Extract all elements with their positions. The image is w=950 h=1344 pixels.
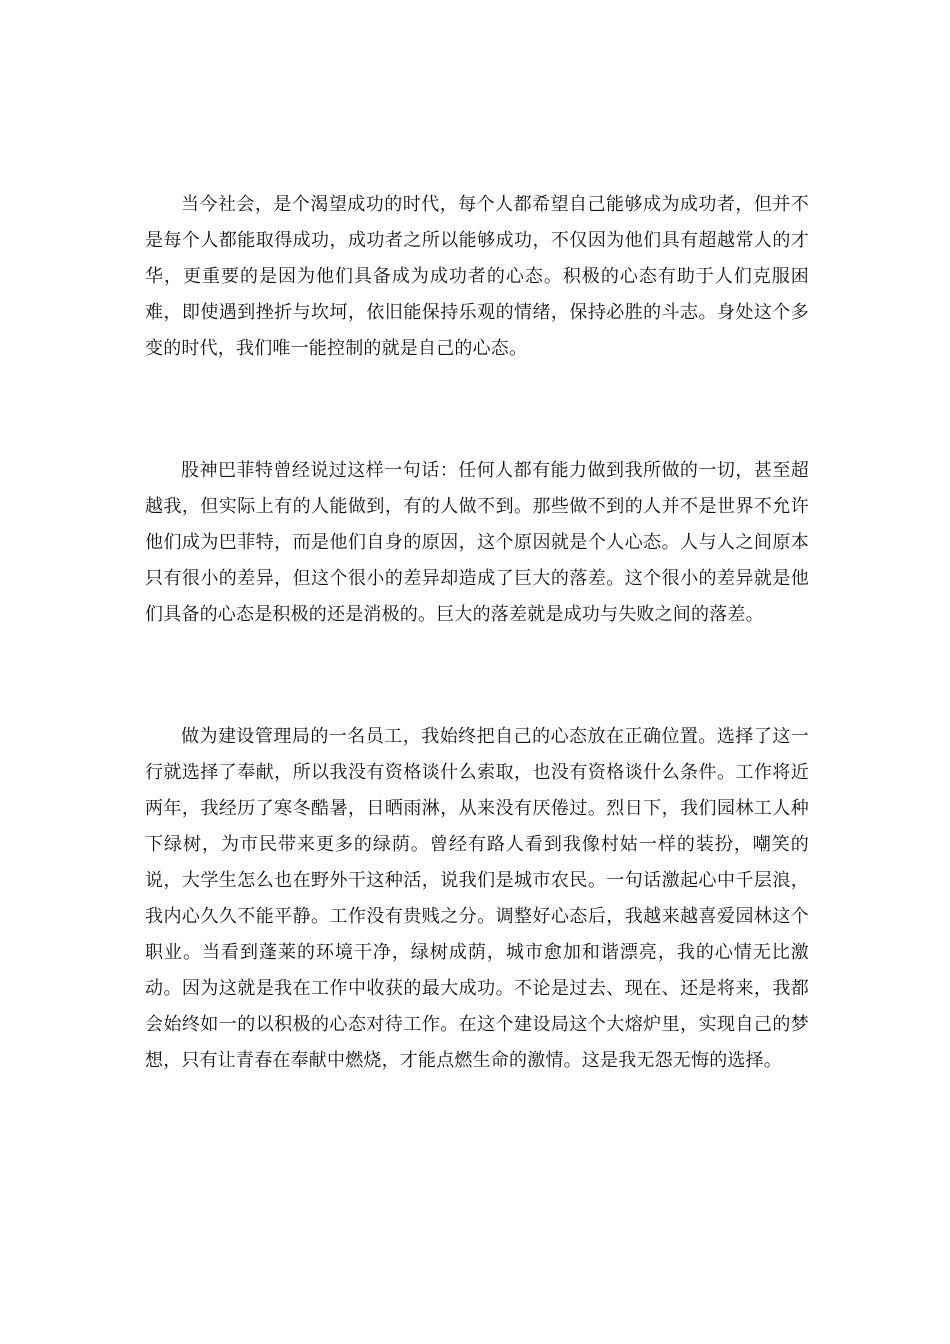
paragraph-3: 做为建设管理局的一名员工，我始终把自己的心态放在正确位置。选择了这一行就选择了奉献，所以我没有资格谈什么索取，也没有资格谈什么条件。工作将近两年，我经历了寒冬酷暑，日晒雨淋，从来没有厌倦过。烈日下，我们园林工人种下绿树，为市民带来更多的绿荫。曾经有路人看到我像村姑一样的装扮，嘲笑的说，大学生怎么也在野外干这种活，说我们是城市农民。一句话激起心中千层浪，我内心久久不能平静。工作没有贵贱之分。调整好心态后，我越来越喜爱园林这个职业。当看到蓬莱的环境干净，绿树成荫，城市愈加和谐漂亮，我的心情无比激动。因为这就是我在工作中收获的最大成功。不论是过去、现在、还是将来，我都会始终如一的以积极的心态对待工作。在这个建设局这个大熔炉里，实现自己的梦想，只有让青春在奉献中燃烧，才能点燃生命的激情。这是我无怨无悔的选择。	[145, 726, 809, 1071]
paragraph-2: 股神巴菲特曾经说过这样一句话：任何人都有能力做到我所做的一切，甚至超越我，但实际上有的人能做到，有的人做不到。那些做不到的人并不是世界不允许他们成为巴菲特，而是他们自身的原因，这个原因就是个人心态。人与人之间原本只有很小的差异，但这个很小的差异却造成了巨大的落差。这个很小的差异就是他们具备的心态是积极的还是消极的。巨大的落差就是成功与失败之间的落差。	[145, 460, 809, 625]
document-body	[145, 187, 809, 1079]
paragraph-1: 当今社会，是个渴望成功的时代，每个人都希望自己能够成为成功者，但并不是每个人都能取得成功，成功者之所以能够成功，不仅因为他们具有超越常人的才华，更重要的是因为他们具备成为成功者的心态。积极的心态有助于人们克服困难，即使遇到挫折与坎坷，依旧能保持乐观的情绪，保持必胜的斗志。身处这个多变的时代，我们唯一能控制的就是自己的心态。	[145, 194, 809, 359]
